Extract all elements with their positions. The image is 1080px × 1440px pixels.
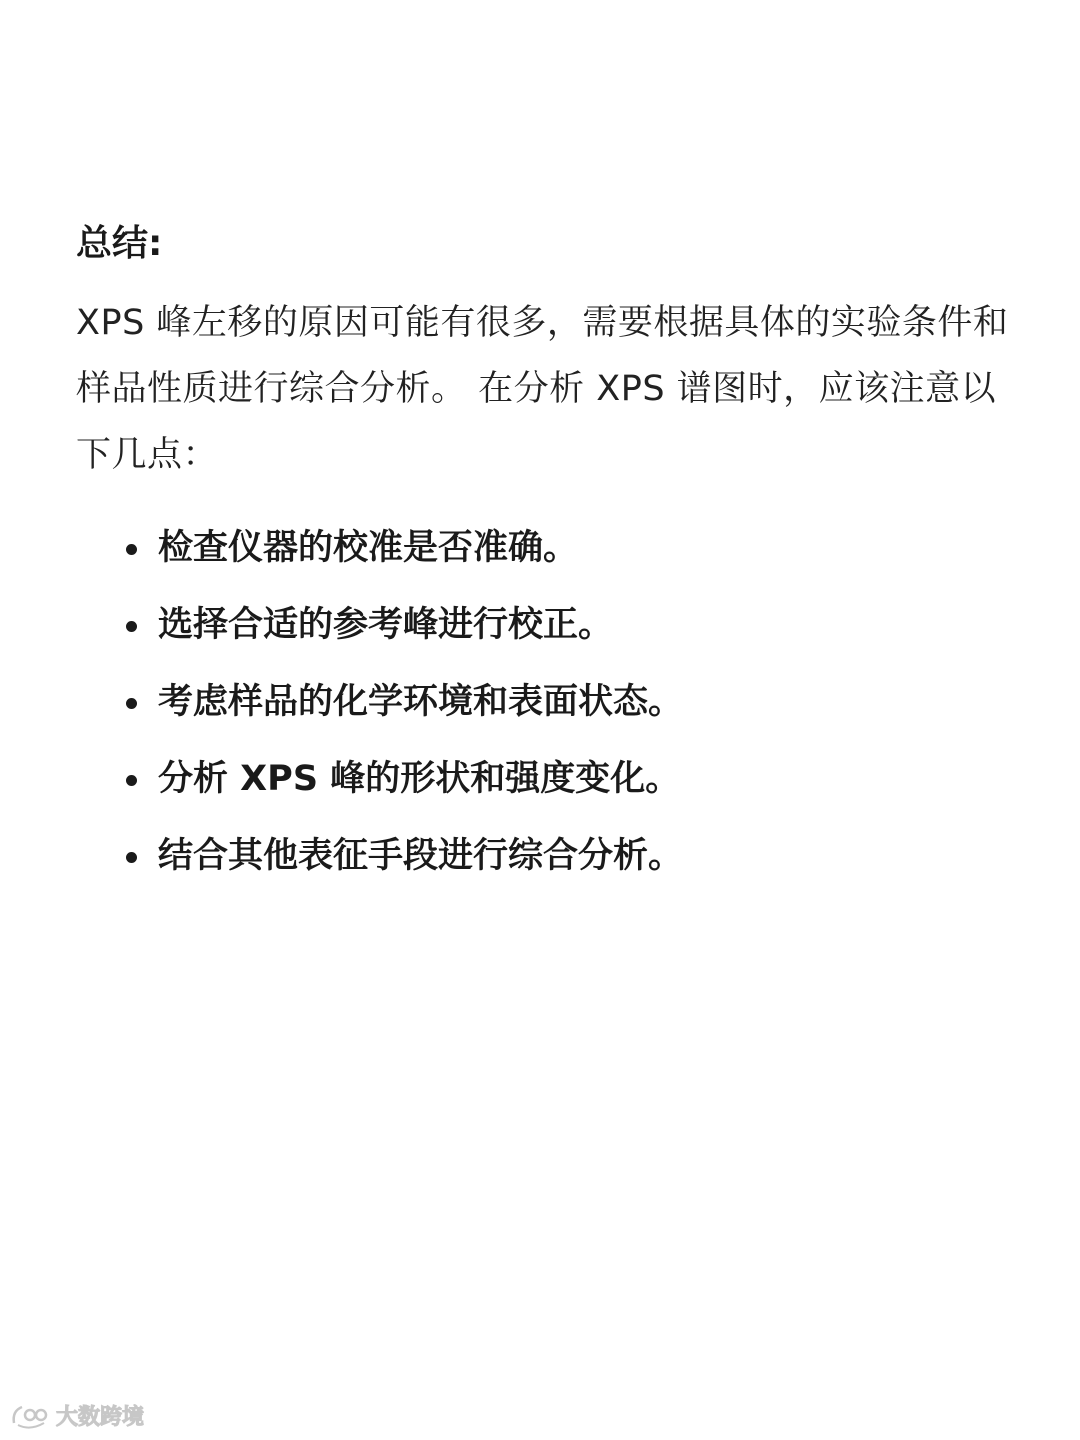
- list-item-text: 检查仪器的校准是否准确。: [158, 528, 579, 568]
- tips-list: [76, 510, 1016, 895]
- list-item: [122, 510, 1016, 587]
- watermark: [10, 1400, 144, 1431]
- summary-section: [76, 218, 1016, 895]
- bullet-icon: [126, 775, 137, 786]
- list-item-text: 选择合适的参考峰进行校正。: [158, 605, 614, 645]
- watermark-text: 大数跨境: [56, 1405, 145, 1430]
- list-item-text: 分析 XPS 峰的形状和强度变化。: [158, 759, 681, 799]
- list-item: [122, 818, 1016, 895]
- list-item-text: 结合其他表征手段进行综合分析。: [158, 836, 684, 876]
- bullet-icon: [126, 621, 137, 632]
- list-item: [122, 741, 1016, 818]
- brand-logo-icon: [10, 1401, 50, 1431]
- list-item: [122, 587, 1016, 664]
- list-item-text: 考虑样品的化学环境和表面状态。: [158, 682, 684, 722]
- bullet-icon: [126, 852, 137, 863]
- summary-heading: 总结:: [76, 223, 163, 264]
- summary-paragraph: XPS 峰左移的原因可能有很多，需要根据具体的实验条件和样品性质进行综合分析。 在分析 XPS 谱图时，应该注意以下几点：: [76, 303, 1009, 475]
- bullet-icon: [126, 698, 137, 709]
- list-item: [122, 664, 1016, 741]
- bullet-icon: [126, 544, 137, 555]
